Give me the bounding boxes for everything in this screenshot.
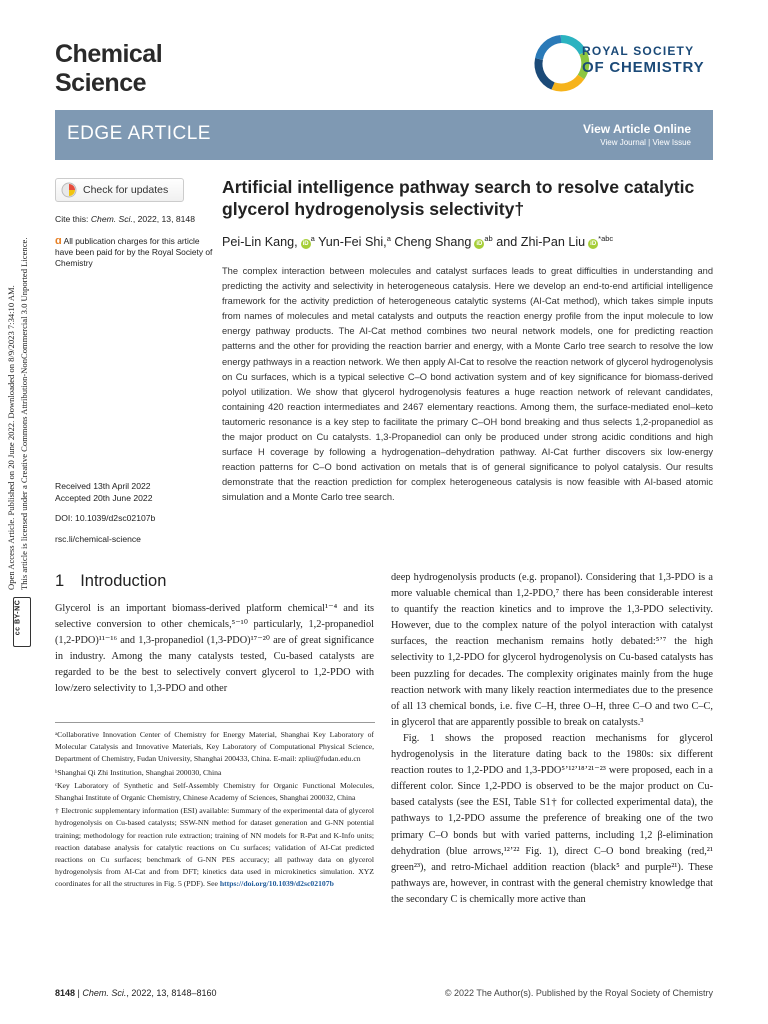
journal-title-line1: Chemical	[55, 40, 163, 68]
article-type-banner	[55, 110, 713, 160]
view-links-group	[583, 122, 691, 147]
author[interactable]	[496, 235, 613, 249]
check-updates-icon	[61, 182, 77, 198]
footnote-esi	[55, 805, 374, 890]
section-title: Introduction	[80, 572, 167, 590]
open-access-lock-icon: ɑ	[55, 235, 62, 247]
side-line-license[interactable]: This article is licensed under a Creative Commons Attribution-NonCommercial 3.0 Unported Licence.	[19, 237, 29, 590]
esi-doi-link[interactable]: https://doi.org/10.1039/d2sc02107b	[219, 879, 334, 889]
author-name: and Zhi-Pan Liu	[496, 235, 586, 250]
section-number: 1	[55, 572, 65, 590]
body-column-left	[55, 601, 374, 698]
esi-text: † Electronic supplementary information (ESI) available: Summary of the experimental data of glycerol hydrogenolysis on Cu-based catalysts; SSW-NN method for dataset generation and G-NN potential training; methodology for reaction rule extraction; training of NN models for R-Pat and K-Info units; reaction database analysis for catalytic reactions on Cu surfaces; validation of AI-Cat predicted reactions on Cu surfaces; benchmark of G-NN PES accuracy; all pathway data on glycerol hydrogenolysis from AI-Cat and from DFT; kinetics data used in microkinetics simulation. XYZ coordinates for all the structures in Fig. 5 (PDF). See	[55, 806, 374, 889]
check-for-updates-button[interactable]	[55, 178, 184, 202]
received-date: Received 13th April 2022	[55, 481, 151, 491]
article-dates	[55, 480, 152, 504]
paragraph: Glycerol is an important biomass-derived platform chemical¹⁻⁴ and its selective conversion to other chemicals,⁵⁻¹⁰ particularly, 1,2-propanediol (1,2-PDO)¹¹⁻¹⁶ and 1,3-propanediol (1,3-PDO)¹⁷⁻²⁰ are of great significance in industry. Among the many catalysts tested, Cu-based catalysts are regarded to be the best to selectively convert glycerol to 1,2-PDO with low/zero selectivity to 1,3-PDO and other	[55, 603, 374, 695]
section-heading-introduction	[55, 572, 166, 591]
author-affiliation: a	[386, 234, 391, 243]
author[interactable]	[318, 235, 391, 249]
orcid-icon[interactable]: iD	[590, 241, 597, 248]
page-footer-citation	[55, 988, 216, 998]
footnote-divider	[55, 722, 375, 723]
journal-title-line2: Science	[55, 69, 147, 97]
footnote-affiliation-a: ᵃCollaborative Innovation Center of Chemistry for Energy Material, Shanghai Key Laboratory of Molecular Catalysis and Innovative Materials, Key Laboratory of Computational Physical Science, Department of Chemistry, Fudan University, Shanghai 200433, China. E-mail: zpliu@fudan.edu.cn	[55, 730, 374, 764]
publisher-line2: OF CHEMISTRY	[582, 59, 705, 76]
view-journal-issue-links[interactable]: View Journal | View Issue	[600, 138, 691, 147]
author[interactable]	[222, 235, 315, 249]
author-name: Yun-Fei Shi,	[318, 235, 387, 250]
check-for-updates-label: Check for updates	[83, 184, 169, 196]
citation	[55, 214, 195, 224]
orcid-icon[interactable]: iD	[476, 241, 483, 248]
cite-journal: Chem. Sci.	[90, 214, 133, 224]
cc-badge-label: cc BY-NC	[14, 599, 22, 636]
author-affiliation: a	[310, 234, 315, 243]
footer-pages: , 2022, 13, 8148–8160	[126, 988, 217, 998]
article-title: Artificial intelligence pathway search to resolve catalytic glycerol hydrogenolysis selectivity†	[222, 177, 695, 219]
author-affiliation: *abc	[598, 234, 614, 243]
paragraph: Fig. 1 shows the proposed reaction mechanisms for glycerol hydrogenolysis in the literature dating back to the 1980s: six different reaction routes to 1,2-PDO and 1,3-PDO⁵ʼ¹²ʼ¹⁸ʼ²¹⁻²³ were proposed, each in a different color. Since 1,2-PDO is observed to be the major product on Cu-based catalysts (see the ESI, Table S1† for collected experimental data), the pathways to 1,2-PDO assume the preference of breaking one of the two primary C–O bonds but with varied patterns, including 1,2 β-elimination dehydration (blue arrows,¹²ʼ²² Fig. 1), direct C–O bond breaking (red,²¹ green²³), and retro-Michael addition reaction (black⁵ and purple²¹). These pathways are, however, in contrast with the general chemistry knowledge that the secondary C is chemically more active than	[391, 732, 713, 905]
view-article-online-link[interactable]: View Article Online	[582, 122, 691, 136]
author-affiliation: ab	[484, 234, 493, 243]
abstract: The complex interaction between molecules and catalyst surfaces leads to great difficulties in understanding and predicting the activity and selectivity in heterogeneous catalysis. Here we develop an end-to-end artificial intelligence framework for the activity prediction of heterogeneous catalytic systems (AI-Cat method), which takes simple inputs from names of molecules and metal catalysts and outputs the reaction energy profile from the input molecule to low energy pathway products. The AI-Cat method combines two neural network models, one for predicting reaction patterns and the other for providing the reaction barrier and energy, with a Monte Carlo tree search to resolve the low energy pathways in a reaction network. We then apply AI-Cat to resolve the reaction network of glycerol hydrogenolysis on Cu surfaces, which is a typical selective C–O bond activation system and of key significance for biomass-derived polyol utilization. We show that glycerol hydrogenolysis features a huge reaction network of relevant candidates, containing 420 reaction intermediates and 2467 elementary reactions. Among them, the surface-mediated enol–keto tautomeric resonance is a key step to facilitate the primary C–OH bond breaking and thus selects 1,2-propanediol as the major product on Cu catalysts. 1,3-Propanediol can only be produced under strong acidic conditions and high surface H coverage by following a hydrogenation–dehydration pathway. AI-Cat further discovers six low-energy reaction patterns for C–O bond activation on metals that is of general significance to polyol catalysis. Our results demonstrate that the reaction prediction for complex heterogeneous catalysis is now feasible with AI-based atomic simulation and a Monte Carlo tree search.	[222, 266, 713, 503]
open-access-note	[55, 236, 215, 269]
journal-short-link[interactable]: rsc.li/chemical-science	[55, 534, 141, 544]
author-name: Pei-Lin Kang,	[222, 235, 298, 250]
publisher-line1: ROYAL SOCIETY	[582, 44, 695, 58]
page-number: 8148	[55, 988, 76, 998]
footer-journal: Chem. Sci.	[82, 988, 127, 998]
author-name: Cheng Shang	[394, 235, 472, 250]
copyright-notice: © 2022 The Author(s). Published by the Royal Society of Chemistry	[444, 988, 713, 998]
article-type-label: EDGE ARTICLE	[67, 123, 211, 144]
footnote-affiliation-c: ᶜKey Laboratory of Synthetic and Self-Assembly Chemistry for Organic Functional Molecules, Shanghai Institute of Organic Chemistry, Chinese Academy of Sciences, Shanghai 200032, China	[55, 780, 374, 803]
side-line-open-access: Open Access Article. Published on 20 June 2022. Downloaded on 8/9/2023 7:34:10 AM.	[6, 285, 16, 590]
author-list	[222, 234, 613, 249]
cc-license-badge-icon[interactable]	[13, 597, 31, 647]
accepted-date: Accepted 20th June 2022	[55, 493, 153, 503]
paragraph: deep hydrogenolysis products (e.g. propanol). Considering that 1,3-PDO is a more valuable chemical than 1,2-PDO,⁷ there has been considerable interest to quantify the reaction kinetics and to improve the 1,3-PDO selectivity. However, due to the complex nature of the polyol interaction with catalyst surfaces, the reaction mechanism remains hotly debated:⁵ʼ⁷ the high selectivity to 1,2-PDO for glycerol hydrogenolysis on Cu-based catalysts has been puzzling for decades. The complexity originates mainly from the huge reaction network with many likely reaction intermediates due to the presence of all 13 chemical bonds, i.e. five C–H, three O–H, three C–O and two C–C, in glycerol that are apparently possible to break on catalysts.³	[391, 572, 713, 728]
orcid-icon[interactable]: iD	[302, 241, 309, 248]
footer-separator: |	[75, 988, 83, 998]
author[interactable]	[394, 235, 492, 249]
journal-title	[55, 40, 162, 98]
side-license-text	[6, 120, 36, 640]
publisher-name	[582, 44, 704, 76]
footnotes	[55, 729, 374, 892]
open-access-note-text: All publication charges for this article have been paid for by the Royal Society of Chemistry	[55, 236, 213, 268]
cite-details: , 2022, 13, 8148	[132, 214, 195, 224]
doi[interactable]: DOI: 10.1039/d2sc02107b	[55, 513, 156, 523]
cite-prefix: Cite this:	[55, 214, 91, 224]
body-column-right	[391, 570, 713, 908]
footnote-affiliation-b: ᵇShanghai Qi Zhi Institution, Shanghai 200030, China	[55, 767, 222, 777]
